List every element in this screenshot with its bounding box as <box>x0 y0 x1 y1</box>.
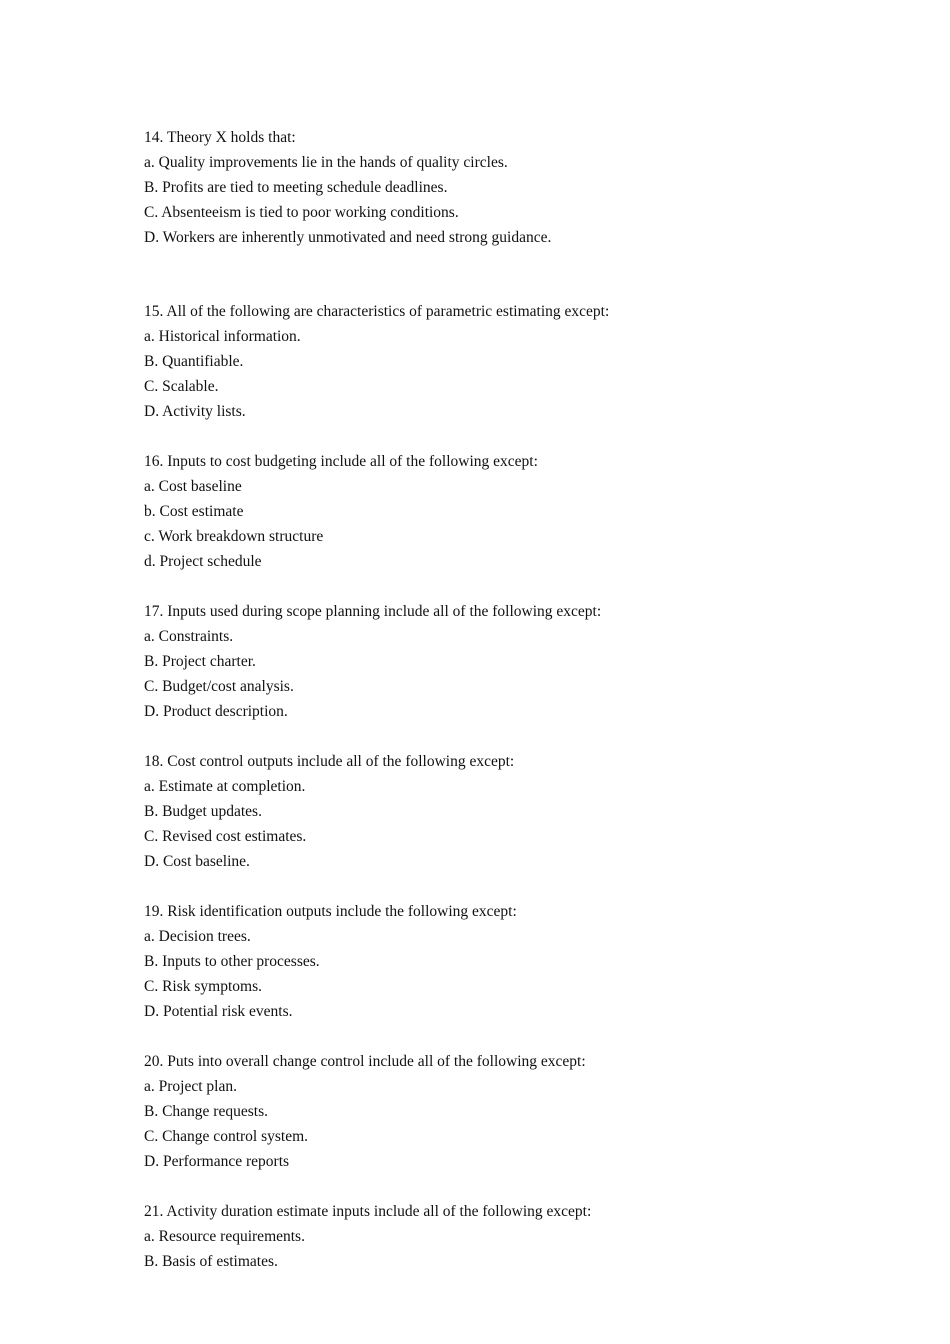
answer-option: B. Budget updates. <box>144 803 262 820</box>
answer-option: a. Constraints. <box>144 628 234 645</box>
answer-option: C. Risk symptoms. <box>144 978 262 995</box>
answer-option: C. Budget/cost analysis. <box>144 678 294 695</box>
spacer <box>144 574 884 599</box>
question-stem: 18. Cost control outputs include all of the following except: <box>144 753 515 770</box>
spacer <box>144 724 884 749</box>
answer-option: a. Cost baseline <box>144 478 242 495</box>
question-14 <box>144 125 884 250</box>
answer-option: B. Quantifiable. <box>144 353 244 370</box>
answer-option: a. Decision trees. <box>144 928 251 945</box>
answer-option: C. Change control system. <box>144 1128 309 1145</box>
spacer <box>144 424 884 449</box>
answer-option: c. Work breakdown structure <box>144 528 324 545</box>
question-19 <box>144 899 884 1024</box>
question-21 <box>144 1199 884 1274</box>
question-16 <box>144 449 884 574</box>
document-page <box>144 125 884 1274</box>
answer-option: D. Performance reports <box>144 1153 290 1170</box>
spacer <box>144 874 884 899</box>
answer-option: B. Change requests. <box>144 1103 268 1120</box>
answer-option: B. Project charter. <box>144 653 256 670</box>
answer-option: b. Cost estimate <box>144 503 244 520</box>
answer-option: a. Resource requirements. <box>144 1228 305 1245</box>
question-17 <box>144 599 884 724</box>
question-stem: 14. Theory X holds that: <box>144 129 296 146</box>
question-18 <box>144 749 884 874</box>
answer-option: B. Inputs to other processes. <box>144 953 320 970</box>
answer-option: C. Absenteeism is tied to poor working conditions. <box>144 204 459 221</box>
answer-option: B. Basis of estimates. <box>144 1253 278 1270</box>
question-20 <box>144 1049 884 1174</box>
answer-option: d. Project schedule <box>144 553 262 570</box>
spacer <box>144 1024 884 1049</box>
answer-option: C. Revised cost estimates. <box>144 828 307 845</box>
answer-option: D. Potential risk events. <box>144 1003 293 1020</box>
answer-option: B. Profits are tied to meeting schedule deadlines. <box>144 179 448 196</box>
answer-option: a. Project plan. <box>144 1078 237 1095</box>
question-stem: 17. Inputs used during scope planning include all of the following except: <box>144 603 602 620</box>
answer-option: a. Quality improvements lie in the hands of quality circles. <box>144 154 508 171</box>
question-stem: 19. Risk identification outputs include the following except: <box>144 903 517 920</box>
spacer <box>144 250 884 299</box>
question-15 <box>144 299 884 424</box>
spacer <box>144 1174 884 1199</box>
question-stem: 15. All of the following are characteristics of parametric estimating except: <box>144 303 610 320</box>
question-stem: 20. Puts into overall change control include all of the following except: <box>144 1053 586 1070</box>
question-stem: 21. Activity duration estimate inputs include all of the following except: <box>144 1203 592 1220</box>
answer-option: C. Scalable. <box>144 378 219 395</box>
answer-option: a. Historical information. <box>144 328 301 345</box>
answer-option: D. Activity lists. <box>144 403 246 420</box>
question-stem: 16. Inputs to cost budgeting include all of the following except: <box>144 453 538 470</box>
answer-option: a. Estimate at completion. <box>144 778 306 795</box>
answer-option: D. Cost baseline. <box>144 853 250 870</box>
answer-option: D. Workers are inherently unmotivated and need strong guidance. <box>144 229 552 246</box>
answer-option: D. Product description. <box>144 703 288 720</box>
